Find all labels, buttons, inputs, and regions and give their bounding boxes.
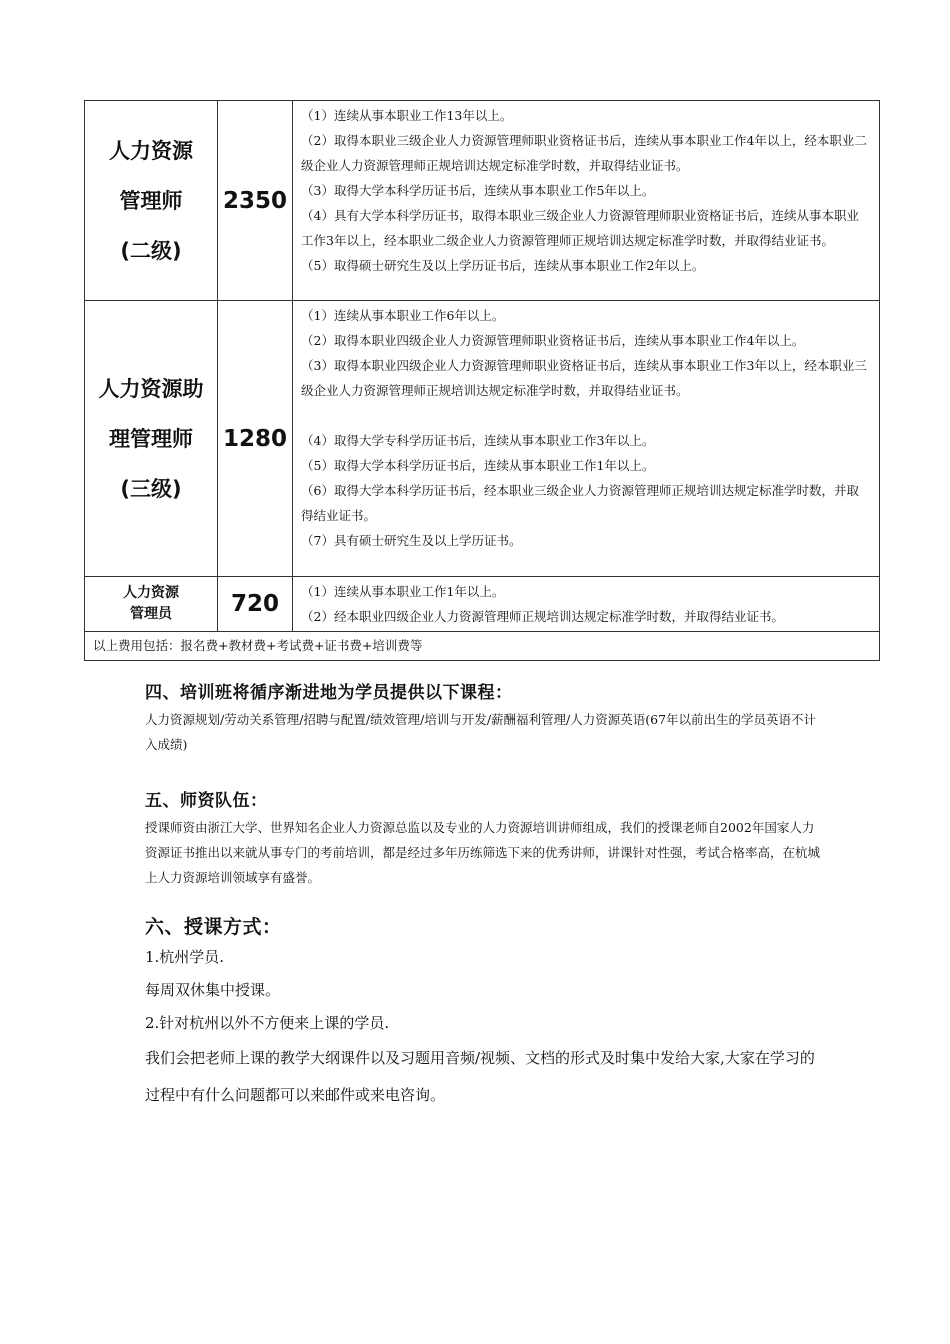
section-teaching-mode	[145, 912, 825, 1114]
requirement-item: （3）取得本职业四级企业人力资源管理师职业资格证书后，连续从事本职业工作3年以上，经本职业三级企业人力资源管理师正规培训达规定标准学时数，并取得结业证书。	[301, 358, 867, 398]
requirement-item: （3）取得大学本科学历证书后，连续从事本职业工作5年以上。	[301, 183, 655, 198]
requirement-item: （2）取得本职业四级企业人力资源管理师职业资格证书后，连续从事本职业工作4年以上。	[301, 333, 805, 348]
requirement-spacer	[301, 403, 871, 428]
requirement-item: （5）取得大学本科学历证书后，连续从事本职业工作1年以上。	[301, 458, 655, 473]
fee-note: 以上费用包括：报名费+教材费+考试费+证书费+培训费等	[85, 632, 880, 661]
requirement-item: （4）具有大学本科学历证书，取得本职业三级企业人力资源管理师职业资格证书后，连续从事本职业工作3年以上，经本职业二级企业人力资源管理师正规培训达规定标准学时数，并取得结业证书。	[301, 208, 859, 248]
fee-cell	[218, 101, 293, 301]
fee-amount: 1280	[222, 425, 287, 452]
table-row	[85, 101, 880, 301]
fee-cell	[218, 301, 293, 577]
section-line: 每周双休集中授课。	[145, 981, 281, 999]
level-name-cell	[85, 101, 218, 301]
section-courses	[145, 678, 825, 757]
fee-cell	[218, 577, 293, 632]
table-row	[85, 632, 880, 661]
level-name-cell	[85, 577, 218, 632]
level-name-line: (二级)	[120, 238, 182, 263]
fee-amount: 720	[230, 591, 279, 617]
fee-amount: 2350	[222, 187, 287, 214]
requirement-item: （2）经本职业四级企业人力资源管理师正规培训达规定标准学时数，并取得结业证书。	[301, 609, 784, 624]
section-line: 1.杭州学员.	[145, 948, 225, 966]
level-name-line: 管理员	[130, 606, 172, 622]
requirements-cell	[293, 577, 880, 632]
level-name-line: 管理师	[119, 188, 183, 213]
section-line: 我们会把老师上课的教学大纲课件以及习题用音频/视频、文档的形式及时集中发给大家,大家在学习的过程中有什么问题都可以来邮件或来电咨询。	[145, 1049, 815, 1104]
requirement-item: （4）取得大学专科学历证书后，连续从事本职业工作3年以上。	[301, 433, 655, 448]
requirement-item: （6）取得大学本科学历证书后，经本职业三级企业人力资源管理师正规培训达规定标准学时数，并取得结业证书。	[301, 483, 859, 523]
level-name-line: 理管理师	[109, 426, 193, 451]
table-row	[85, 577, 880, 632]
level-name-line: (三级)	[120, 476, 182, 501]
section-teachers	[145, 786, 825, 890]
section-title: 六、授课方式：	[145, 916, 282, 938]
section-body: 人力资源规划/劳动关系管理/招聘与配置/绩效管理/培训与开发/薪酬福利管理/人力资源英语(67年以前出生的学员英语不计入成绩)	[145, 712, 817, 752]
requirements-cell	[293, 301, 880, 577]
section-title: 五、师资队伍：	[145, 791, 268, 811]
section-title: 四、培训班将循序渐进地为学员提供以下课程：	[145, 683, 513, 703]
requirement-item: （7）具有硕士研究生及以上学历证书。	[301, 533, 522, 548]
level-name-line: 人力资源助	[98, 376, 204, 401]
requirement-item: （1）连续从事本职业工作1年以上。	[301, 584, 505, 599]
fee-table	[84, 100, 880, 661]
requirements-cell	[293, 101, 880, 301]
table-row	[85, 301, 880, 577]
level-name-line: 人力资源	[123, 585, 179, 601]
section-body: 授课师资由浙江大学、世界知名企业人力资源总监以及专业的人力资源培训讲师组成，我们的授课老师自2002年国家人力资源证书推出以来就从事专门的考前培训，都是经过多年历练筛选下来的优秀讲师，讲课针对性强，考试合格率高，在杭城上人力资源培训领域享有盛誉。	[145, 820, 821, 885]
requirement-item: （1）连续从事本职业工作6年以上。	[301, 308, 505, 323]
section-line: 2.针对杭州以外不方便来上课的学员.	[145, 1014, 390, 1032]
requirement-item: （2）取得本职业三级企业人力资源管理师职业资格证书后，连续从事本职业工作4年以上，经本职业二级企业人力资源管理师正规培训达规定标准学时数，并取得结业证书。	[301, 133, 867, 173]
level-name-cell	[85, 301, 218, 577]
requirement-item: （1）连续从事本职业工作13年以上。	[301, 108, 513, 123]
level-name-line: 人力资源	[109, 138, 193, 163]
requirement-item: （5）取得硕士研究生及以上学历证书后，连续从事本职业工作2年以上。	[301, 258, 705, 273]
